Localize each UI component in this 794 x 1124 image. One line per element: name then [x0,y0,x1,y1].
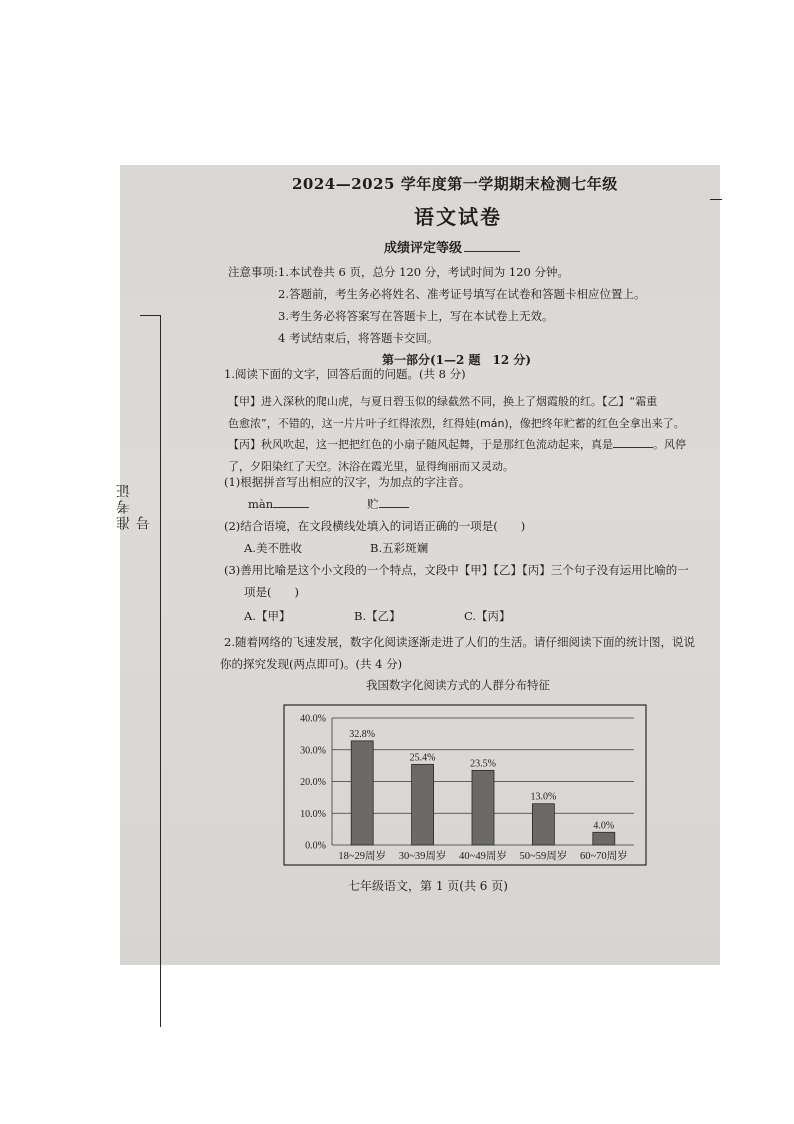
category-label-2: 40~49周岁 [459,851,507,862]
q1-sub2: (2)结合语境，在文段横线处填入的词语正确的一项是( ) [224,519,526,533]
category-label-4: 60~70周岁 [579,851,628,862]
q1-sub1: (1)根据拼音写出相应的汉字，为加点的字注音。 [224,475,471,489]
q1-sub1-answers [248,493,409,515]
value-label-0: 32.8% [349,728,376,740]
bar-2 [472,770,494,845]
part-1-title: 第一部分(1—2 题 12 分) [382,353,532,367]
note-3: 3.考生务必将答案写在答题卡上，写在本试卷上无效。 [278,309,554,323]
passage-line-3a: 【丙】秋风吹起，这一把把红色的小扇子随风起舞，于是那红色流动起来，真是 [228,438,613,451]
passage-line-3 [228,434,698,456]
passage-blank[interactable] [613,447,653,448]
x-axis-labels [338,849,627,862]
note-1: 注意事项:1.本试卷共 6 页，总分 120 分，考试时间为 120 分钟。 [228,265,569,279]
option-2b[interactable]: B.五彩斑斓 [370,541,429,555]
chart-grid [332,718,634,845]
q1-sub3-line1: (3)善用比喻是这个小文段的一个特点，文段中【甲】【乙】【丙】三个句子没有运用比喻的一 [224,563,689,577]
chart-bars [351,741,615,845]
option-3b[interactable]: B.【乙】 [354,609,401,623]
y-tick-label-3: 30.0% [300,745,326,757]
q2-stem-line2: 你的探究发现(两点即可)。(共 4 分) [220,657,403,671]
chart-frame [284,705,646,865]
q2-stem-line1: 2.随着网络的飞速发展，数字化阅读逐渐走进了人们的生活。请仔细阅读下面的统计图，说说 [224,635,695,649]
y-tick-label-1: 10.0% [300,808,326,820]
chart-value-labels [349,729,614,831]
passage-line-4: 了，夕阳染红了天空。沐浴在霞光里，显得绚丽而又灵动。 [228,459,514,473]
pinyin-blank[interactable] [273,507,309,508]
y-tick-label-2: 20.0% [300,777,326,788]
bar-0 [351,741,373,845]
value-label-2: 23.5% [470,758,496,770]
note-2: 2.答题前，考生务必将姓名、准考证号填写在试卷和答题卡相应位置上。 [278,287,646,301]
page-footer: 七年级语文，第 1 页(共 6 页) [348,879,508,893]
bar-3 [532,804,554,845]
category-label-1: 30~39周岁 [398,851,447,862]
y-tick-label-4: 40.0% [300,713,326,725]
value-label-1: 25.4% [409,752,436,764]
value-label-4: 4.0% [593,820,615,832]
q1-sub3-options [244,605,511,627]
category-label-3: 50~59周岁 [519,851,568,862]
grade-line [384,237,520,256]
char-label: 贮 [367,497,379,511]
option-3a[interactable]: A.【甲】 [244,609,291,623]
char-blank[interactable] [379,507,409,508]
notes-section [228,261,648,349]
option-3c[interactable]: C.【丙】 [464,609,511,623]
q1-sub2-options [244,537,428,559]
binding-line-top [140,315,160,316]
category-label-0: 18~29周岁 [338,851,387,862]
q1-passage [228,391,698,477]
bar-1 [412,764,434,845]
passage-line-2: 色愈浓”，不错的，这一片片叶子红得浓烈，红得娃(mán)，像把终年贮蓄的红色全拿出来了。 [228,416,685,430]
y-axis-ticks [300,714,326,852]
candidate-number-label: 准考证号 [116,482,152,530]
exam-paper-photo [116,165,720,965]
binding-line [160,315,161,1027]
passage-line-1: 【甲】进入深秋的爬山虎，与夏日碧玉似的绿截然不同，换上了烟霞般的红。【乙】“霜重 [228,395,658,408]
y-tick-label-0: 0.0% [305,840,326,852]
value-label-3: 13.0% [530,791,557,803]
q1-stem: 1.阅读下面的文字，回答后面的问题。(共 8 分) [224,367,466,381]
passage-line-3b: 。风停 [653,438,686,451]
grade-label: 成绩评定等级 [384,241,463,256]
year-title: 2024—2025 学年度第一学期期末检测七年级 [292,175,618,193]
bar-4 [593,832,615,845]
edge-mark [710,199,722,200]
chart-title: 我国数字化阅读方式的人群分布特征 [366,678,550,692]
exam-title: 语文试卷 [414,205,502,229]
pinyin-label: màn [248,497,274,511]
note-4: 4 考试结束后，将答题卡交回。 [278,331,439,345]
q1-sub3-line2: 项是( ) [244,585,299,599]
grade-blank[interactable] [464,251,520,252]
option-2a[interactable]: A.美不胜收 [244,541,302,555]
